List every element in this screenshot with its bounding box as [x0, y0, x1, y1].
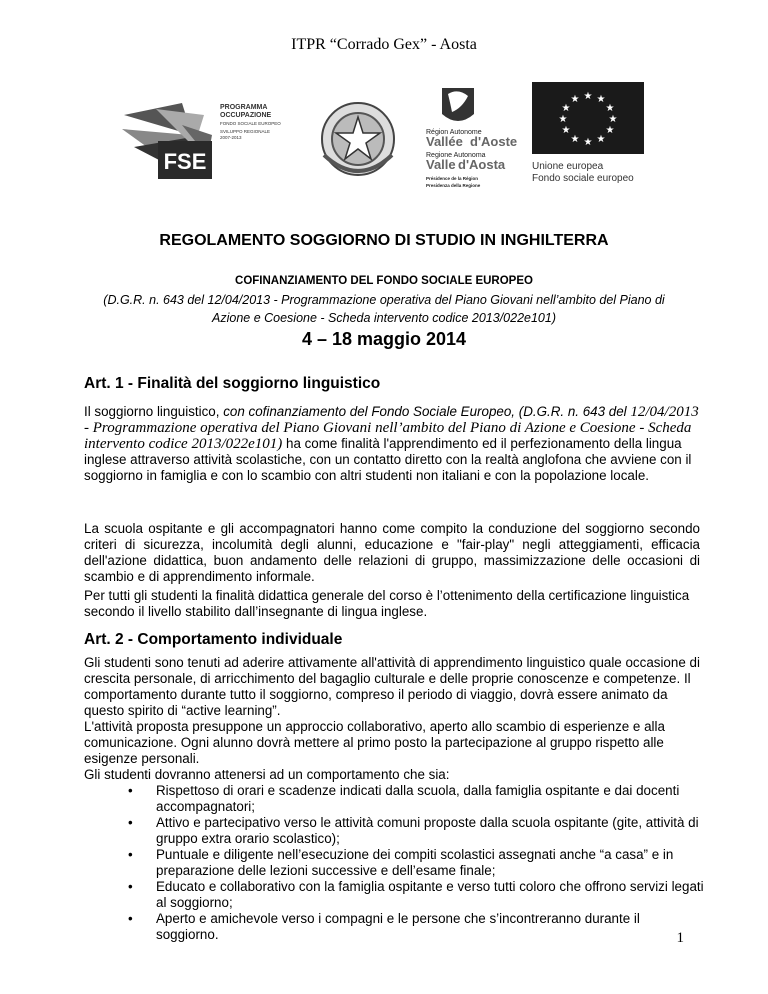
fse-logo: [112, 95, 292, 183]
art2-heading: Art. 2 - Comportamento individuale: [84, 631, 343, 648]
svg-text:★: ★: [608, 114, 618, 125]
svg-text:★: ★: [605, 125, 615, 136]
bullet-icon: •: [128, 911, 133, 926]
svg-text:PROGRAMMA: PROGRAMMA: [220, 104, 268, 111]
art1-paragraph-1: Il soggiorno linguistico, con cofinanziamento del Fondo Sociale Europeo, (D.G.R. n. 643 del 12/04/2013 - Programmazione operativa del Piano Giovani nell’ambito del Piano di Azione e Coesione - Scheda intervento codice 2013/022e101) ha come finalità l'apprendimento ed il perfezionamento della lingua inglese attraverso attività scolastiche, con un contatto diretto con la realtà anglofona che avviene con il soggiorno in famiglia e con lo scambio con altri studenti non italiani e con la popolazione locale.: [84, 404, 699, 483]
svg-text:★: ★: [561, 125, 571, 136]
svg-text:FONDO SOCIALE EUROPEO: FONDO SOCIALE EUROPEO: [220, 121, 281, 126]
list-item: • Educato e collaborativo con la famiglia ospitante e verso tutti coloro che offrono servizi legati al soggiorno;: [128, 879, 704, 910]
svg-text:OCCUPAZIONE: OCCUPAZIONE: [220, 112, 272, 119]
svg-text:★: ★: [570, 134, 580, 145]
cofinanziamento-heading: COFINANZIAMENTO DEL FONDO SOCIALE EUROPEO: [235, 275, 533, 287]
svg-text:★: ★: [605, 103, 615, 114]
svg-text:2007-2013: 2007-2013: [220, 135, 242, 140]
art1-heading: Art. 1 - Finalità del soggiorno linguistico: [84, 375, 381, 392]
list-item: • Rispettoso di orari e scadenze indicati dalla scuola, dalla famiglia ospitante e dai docenti accompagnatori;: [128, 783, 680, 814]
art2-paragraph-2: L'attività proposta presuppone un approccio collaborativo, aperto allo scambio di esperienze e alla comunicazione. Ogni alunno dovrà mettere al primo posto la partecipazione al gruppo rispetto alle esigenze personali.: [84, 719, 665, 766]
svg-text:★: ★: [583, 91, 593, 102]
svg-text:SVILUPPO REGIONALE: SVILUPPO REGIONALE: [220, 129, 271, 134]
svg-text:★: ★: [583, 137, 593, 148]
page-number: 1: [676, 930, 684, 946]
svg-text:★: ★: [558, 114, 568, 125]
svg-text:d'Aoste: d'Aoste: [470, 134, 518, 149]
dgr-reference: (D.G.R. n. 643 del 12/04/2013 - Programmazione operativa del Piano Giovani nell’ambito del Piano di Azione e Coesione - Scheda intervento codice 2013/022e101): [103, 293, 665, 325]
svg-text:d'Aosta: d'Aosta: [458, 157, 506, 172]
art2-paragraph-3: Gli studenti dovranno attenersi ad un comportamento che sia:: [84, 767, 450, 782]
page-header: ITPR “Corrado Gex” - Aosta: [291, 36, 477, 53]
bullet-icon: •: [128, 783, 133, 798]
eu-flag-logo: [532, 82, 652, 182]
eu-caption-2: Fondo sociale europeo: [532, 173, 634, 184]
bullet-icon: •: [128, 879, 133, 894]
art1-paragraph-3: Per tutti gli studenti la finalità didattica generale del corso è l’ottenimento della certificazione linguistica secondo il livello stabilito dall’insegnante di lingua inglese.: [84, 588, 690, 619]
svg-text:Valle: Valle: [426, 157, 456, 172]
svg-text:★: ★: [561, 103, 571, 114]
document-title: REGOLAMENTO SOGGIORNO DI STUDIO IN INGHILTERRA: [159, 232, 609, 249]
behavior-list: [128, 783, 704, 943]
course-dates: 4 – 18 maggio 2014: [301, 329, 467, 349]
eu-caption-1: Unione europea: [532, 161, 604, 172]
svg-text:Presidenza della Regione: Presidenza della Regione: [426, 183, 481, 188]
bullet-icon: •: [128, 815, 133, 830]
italian-republic-emblem: [308, 95, 408, 183]
art1-paragraph-2: La scuola ospitante e gli accompagnatori hanno come compito la conduzione del soggiorno secondo criteri di sicurezza, incolumità degli alunni, educazione e "fair-play" negli atteggiamenti, efficacia dell'azione didattica, buon andamento delle relazioni di gruppo, massimizzazione delle occasioni di scambio e di apprendimento informale.: [84, 521, 700, 584]
bullet-icon: •: [128, 847, 133, 862]
valle-aosta-logo: [422, 82, 537, 192]
svg-text:Regione Autonoma: Regione Autonoma: [426, 152, 486, 159]
svg-text:★: ★: [596, 94, 606, 105]
list-item: • Puntuale e diligente nell’esecuzione dei compiti scolastici assegnati anche “a casa” e in preparazione delle lezioni successive e dell’esame finale;: [128, 847, 674, 878]
fse-logo-mark: FSE: [163, 149, 207, 174]
list-item: • Attivo e partecipativo verso le attività comuni proposte dalla scuola ospitante (gite, attività di gruppo extra orario scolastico);: [128, 815, 699, 846]
svg-text:Présidence de la Région: Présidence de la Région: [426, 176, 479, 181]
svg-text:★: ★: [596, 134, 606, 145]
list-item: • Aperto e amichevole verso i compagni e le persone che s’incontreranno durante il soggiorno.: [128, 911, 640, 942]
svg-text:Région Autonome: Région Autonome: [426, 129, 482, 136]
art2-paragraph-1: Gli studenti sono tenuti ad aderire attivamente all'attività di apprendimento linguistico quale occasione di crescita personale, di arricchimento del bagaglio culturale e delle proprie conoscenze e competenze. Il comportamento durante tutto il soggiorno, compreso il periodo di viaggio, dovrà essere animato da questo spirito di “active learning”.: [84, 655, 700, 718]
svg-text:★: ★: [570, 94, 580, 105]
svg-text:Vallée: Vallée: [426, 134, 463, 149]
